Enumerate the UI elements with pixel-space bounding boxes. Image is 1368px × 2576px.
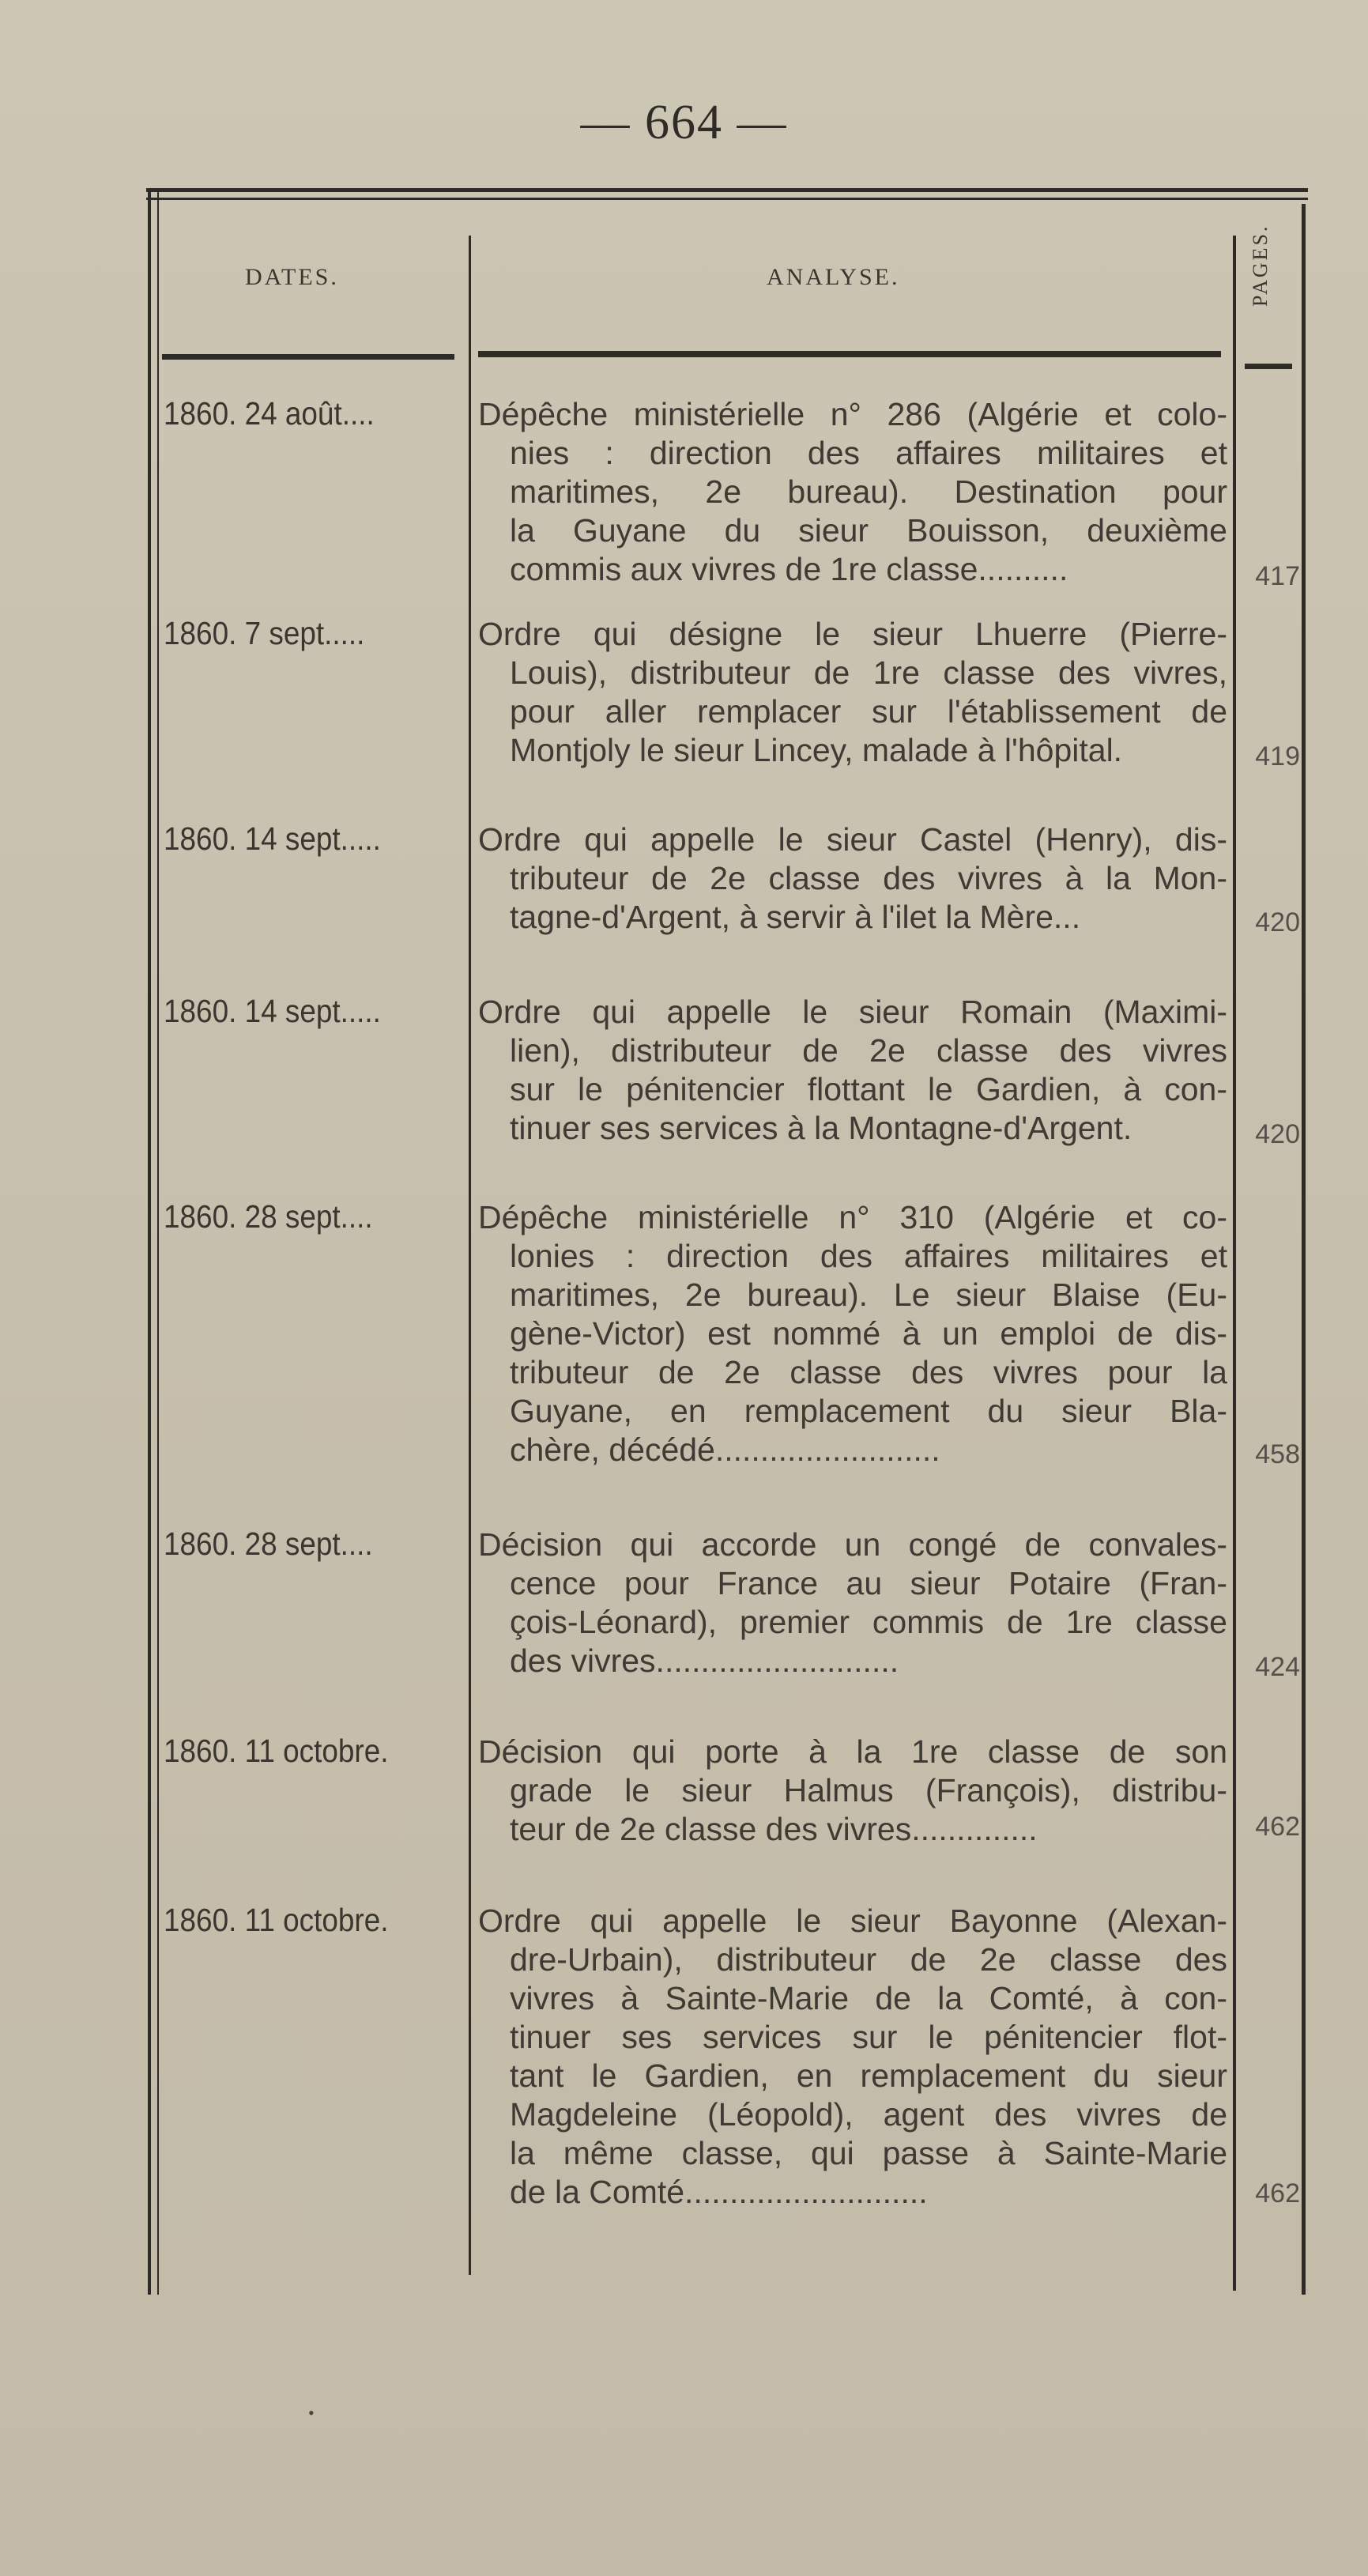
entry-date: 1860. 11 octobre. xyxy=(164,1902,389,1938)
analysis-line: de la Comté........................... xyxy=(510,2174,928,2210)
analysis-line: Magdeleine (Léopold), agent des vivres de xyxy=(510,2096,1227,2133)
analysis-line: chère, décédé......................... xyxy=(510,1431,940,1468)
entry-analysis xyxy=(478,820,1227,937)
top-rule-thin xyxy=(146,198,1308,200)
entry-analysis xyxy=(478,395,1227,589)
entry-analysis xyxy=(478,993,1227,1148)
analysis-line: tinuer ses services à la Montagne-d'Argent. xyxy=(510,1110,1132,1146)
analysis-line: Ordre qui appelle le sieur Romain (Maximi- xyxy=(478,994,1227,1030)
analysis-line: commis aux vivres de 1re classe.......... xyxy=(510,551,1068,587)
entry-date: 1860. 7 sept..... xyxy=(164,615,365,651)
analysis-line: sur le pénitencier flottant le Gardien, à con- xyxy=(510,1071,1227,1107)
left-border-inner xyxy=(157,188,159,2295)
analysis-line: tinuer ses services sur le pénitencier flot- xyxy=(510,2019,1227,2055)
analysis-line: des vivres........................... xyxy=(510,1643,899,1679)
analysis-line: tant le Gardien, en remplacement du sieur xyxy=(510,2057,1227,2094)
analysis-line: Dépêche ministérielle n° 286 (Algérie et colo- xyxy=(478,396,1227,432)
analysis-line: gène-Victor) est nommé à un emploi de dis- xyxy=(510,1315,1227,1352)
page-reference: 462 xyxy=(1255,1812,1300,1842)
analysis-line: Montjoly le sieur Lincey, malade à l'hôpital. xyxy=(510,732,1123,768)
column-divider-pages xyxy=(1233,236,1236,2291)
analysis-line: tributeur de 2e classe des vivres pour la xyxy=(510,1354,1227,1390)
right-border xyxy=(1302,204,1306,2295)
entry-date: 1860. 24 août.... xyxy=(164,395,375,432)
page-reference: 462 xyxy=(1255,2178,1300,2208)
page-reference: 419 xyxy=(1255,741,1300,771)
page-reference: 424 xyxy=(1255,1652,1300,1682)
analysis-line: lien), distributeur de 2e classe des vivres xyxy=(510,1032,1227,1069)
entry-analysis xyxy=(478,1198,1227,1469)
analysis-line: Louis), distributeur de 1re classe des vivres, xyxy=(510,654,1227,691)
page-reference: 420 xyxy=(1255,907,1300,937)
entry-date: 1860. 28 sept.... xyxy=(164,1526,373,1562)
analysis-line: lonies : direction des affaires militaires et xyxy=(510,1238,1227,1274)
analysis-line: Dépêche ministérielle n° 310 (Algérie et co- xyxy=(478,1199,1227,1235)
top-rule xyxy=(146,188,1308,192)
entry-date: 1860. 28 sept.... xyxy=(164,1198,373,1235)
entry-analysis xyxy=(478,1733,1227,1849)
left-border xyxy=(148,188,151,2295)
analysis-line: Guyane, en remplacement du sieur Bla- xyxy=(510,1393,1227,1429)
analysis-line: nies : direction des affaires militaires et xyxy=(510,435,1227,471)
analysis-line: pour aller remplacer sur l'établissement de xyxy=(510,693,1227,730)
column-header-dates: DATES. xyxy=(245,264,339,290)
analysis-line: teur de 2e classe des vivres.............. xyxy=(510,1811,1038,1847)
header-rule-pages xyxy=(1245,364,1292,369)
analysis-line: tagne-d'Argent, à servir à l'ilet la Mère... xyxy=(510,899,1081,935)
analysis-line: la même classe, qui passe à Sainte-Marie xyxy=(510,2135,1227,2171)
analysis-line: la Guyane du sieur Bouisson, deuxième xyxy=(510,512,1227,549)
entry-analysis xyxy=(478,1526,1227,1680)
analysis-line: maritimes, 2e bureau). Le sieur Blaise (Eu- xyxy=(510,1277,1227,1313)
analysis-line: Ordre qui désigne le sieur Lhuerre (Pierre- xyxy=(478,616,1227,652)
entry-date: 1860. 14 sept..... xyxy=(164,820,381,857)
header-rule-analyse xyxy=(478,351,1221,357)
column-divider-dates xyxy=(469,236,471,2275)
analysis-line: çois-Léonard), premier commis de 1re classe xyxy=(510,1604,1227,1640)
analysis-line: vivres à Sainte-Marie de la Comté, à con- xyxy=(510,1980,1227,2016)
analysis-line: tributeur de 2e classe des vivres à la Mon- xyxy=(510,860,1227,896)
analysis-line: Ordre qui appelle le sieur Castel (Henry), dis- xyxy=(478,821,1227,858)
index-table xyxy=(146,188,1308,2295)
page-number: — 664 — xyxy=(580,96,788,149)
entry-date: 1860. 14 sept..... xyxy=(164,993,381,1029)
column-header-analyse: ANALYSE. xyxy=(767,264,900,290)
header-rule-dates xyxy=(162,354,454,360)
analysis-line: Décision qui porte à la 1re classe de son xyxy=(478,1733,1227,1770)
entry-date: 1860. 11 octobre. xyxy=(164,1733,389,1769)
page-reference: 458 xyxy=(1255,1439,1300,1469)
analysis-line: dre-Urbain), distributeur de 2e classe des xyxy=(510,1941,1227,1978)
entry-analysis xyxy=(478,615,1227,770)
analysis-line: Décision qui accorde un congé de convales- xyxy=(478,1526,1227,1563)
analysis-line: maritimes, 2e bureau). Destination pour xyxy=(510,473,1227,510)
page-reference: 420 xyxy=(1255,1119,1300,1149)
analysis-line: grade le sieur Halmus (François), distribu- xyxy=(510,1772,1227,1808)
analysis-line: cence pour France au sieur Potaire (Fran- xyxy=(510,1565,1227,1601)
entry-analysis xyxy=(478,1902,1227,2212)
page-reference: 417 xyxy=(1255,561,1300,591)
analysis-line: Ordre qui appelle le sieur Bayonne (Alexan- xyxy=(478,1903,1227,1939)
column-header-pages: PAGES. xyxy=(1249,224,1272,307)
ink-mark: • xyxy=(308,2403,315,2423)
